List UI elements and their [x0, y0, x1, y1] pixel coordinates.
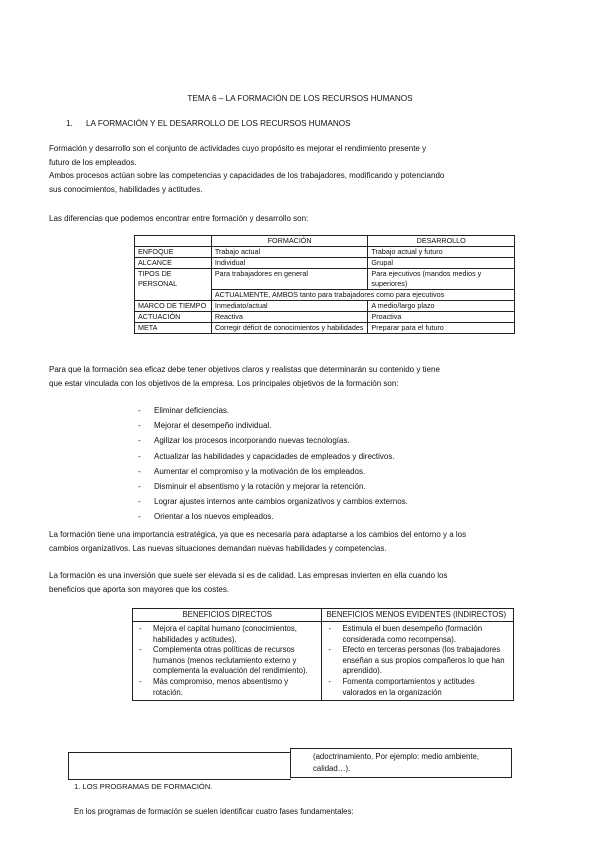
list-item: - Efecto en terceras personas (los trabajadores enseñan a sus propios compañeros lo que han aprendido).: [326, 645, 509, 677]
table-row: [135, 247, 515, 258]
list-item: - Disminuir el absentismo y la rotación y mejorar la retención.: [138, 479, 408, 494]
list-item: - Lograr ajustes internos ante cambios organizativos y cambios externos.: [138, 494, 408, 509]
table-cell: A medio/largo plazo: [368, 301, 515, 312]
table-cell: Corregir déficit de conocimientos y habilidades: [211, 323, 368, 334]
text-line: que estar vinculada con los objetivos de la empresa. Los principales objetivos de la formación son:: [49, 378, 399, 388]
table-header-cell: [135, 236, 212, 247]
row-label: TIPOS DE PERSONAL: [135, 269, 212, 301]
list-item: - Estimula el buen desempeño (formación considerada como recompensa).: [326, 624, 509, 645]
table-cell: Para ejecutivos (mandos medios y superiores): [368, 269, 515, 290]
row-label: ENFOQUE: [135, 247, 212, 258]
text-line: beneficios que aporta son mayores que los costes.: [49, 584, 230, 594]
table-row: [135, 269, 515, 290]
list-item: - Mejora el capital humano (conocimientos, habilidades y actitudes).: [137, 624, 317, 645]
text-line: Formación y desarrollo son el conjunto de actividades cuyo propósito es mejorar el rendimiento presente y: [49, 144, 427, 153]
text-line: Ambos procesos actúan sobre las competencias y capacidades de los trabajadores, modificando y potenciando: [49, 171, 445, 181]
text-line: Para que la formación sea eficaz debe tener objetivos claros y realistas que determinarán su contenido y tiene: [49, 365, 440, 374]
page-title: TEMA 6 – LA FORMACIÓN DE LOS RECURSOS HUMANOS: [187, 94, 413, 103]
indirect-benefits-list: [322, 622, 513, 700]
table-cell: Preparar para el futuro: [368, 323, 515, 334]
table-cell: Para trabajadores en general: [211, 269, 368, 290]
text-line: La formación es una inversión que suele ser elevada si es de calidad. Las empresas invierten en ella cuando los: [49, 571, 448, 580]
list-item: - Actualizar las habilidades y capacidades de empleados y directivos.: [138, 449, 408, 464]
list-item: - Fomenta comportamientos y actitudes valorados en la organización: [326, 677, 509, 698]
phases-intro: En los programas de formación se suelen identificar cuatro fases fundamentales:: [74, 807, 354, 816]
table-cell-both: ACTUALMENTE, AMBOS tanto para trabajadores como para ejecutivos: [211, 290, 514, 301]
table-header-cell: FORMACIÓN: [211, 236, 368, 247]
table-header-row: [135, 236, 515, 247]
table-row: [135, 258, 515, 269]
row-label: MARCO DE TIEMPO: [135, 301, 212, 312]
section-heading-text: LOS PROGRAMAS DE FORMACIÓN.: [82, 782, 213, 791]
list-item: - Aumentar el compromiso y la motivación de los empleados.: [138, 464, 408, 479]
text-line: sus conocimientos, habilidades y actitudes.: [49, 184, 203, 194]
list-item: - Más compromiso, menos absentismo y rotación.: [137, 677, 317, 698]
table-row: [135, 312, 515, 323]
section-number: 1.: [66, 119, 73, 128]
table-header-row: [133, 609, 514, 622]
table-continuation-cell: (adoctrinamiento. Por ejemplo: medio ambiente, calidad…).: [290, 748, 512, 778]
indirect-benefits-cell: [322, 622, 514, 701]
table-row: [133, 622, 514, 701]
importance-paragraph: [49, 528, 519, 555]
list-item: - Orientar a los nuevos empleados.: [138, 509, 408, 524]
table-cell: Proactiva: [368, 312, 515, 323]
investment-paragraph: [49, 569, 519, 596]
table-cell: Reactiva: [211, 312, 368, 323]
objectives-list: [138, 403, 408, 525]
list-item: - Complementa otras políticas de recursos humanos (menos reclutamiento externo y complementa la evaluación del rendimiento).: [137, 645, 317, 677]
table-cell: Trabajo actual y futuro: [368, 247, 515, 258]
section-heading: [66, 119, 351, 128]
table-cell: Trabajo actual: [211, 247, 368, 258]
objectives-intro: [49, 363, 519, 390]
intro-paragraph: [49, 142, 519, 196]
section-heading-text: LA FORMACIÓN Y EL DESARROLLO DE LOS RECURSOS HUMANOS: [86, 119, 351, 128]
list-item: - Agilizar los procesos incorporando nuevas tecnologías.: [138, 433, 408, 448]
list-item: - Mejorar el desempeño individual.: [138, 418, 408, 433]
table-header-cell: DESARROLLO: [368, 236, 515, 247]
section-number: 1.: [74, 782, 81, 791]
benefits-table: [132, 608, 514, 701]
row-label: META: [135, 323, 212, 334]
table-cell: Grupal: [368, 258, 515, 269]
list-item: - Eliminar deficiencias.: [138, 403, 408, 418]
text-line: cambios organizativos. Las nuevas situaciones demandan nuevas habilidades y competencias.: [49, 543, 387, 553]
row-label: ACTUACIÓN: [135, 312, 212, 323]
table-row: [135, 323, 515, 334]
table-row: [135, 301, 515, 312]
text-line: La formación tiene una importancia estratégica, ya que es necesaria para adaptarse a los cambios del entorno y a los: [49, 530, 467, 539]
row-label: ALCANCE: [135, 258, 212, 269]
table-header-cell: BENEFICIOS MENOS EVIDENTES (INDIRECTOS): [322, 609, 514, 622]
table-continuation-empty-cell: [68, 752, 291, 780]
section-heading: [74, 782, 212, 791]
text-line: futuro de los empleados.: [49, 157, 137, 167]
differences-intro: Las diferencias que podemos encontrar entre formación y desarrollo son:: [49, 214, 309, 223]
table-cell: Inmediato/actual: [211, 301, 368, 312]
direct-benefits-list: [133, 622, 321, 700]
table-cell: Individual: [211, 258, 368, 269]
comparison-table: [134, 235, 515, 334]
direct-benefits-cell: [133, 622, 322, 701]
table-header-cell: BENEFICIOS DIRECTOS: [133, 609, 322, 622]
